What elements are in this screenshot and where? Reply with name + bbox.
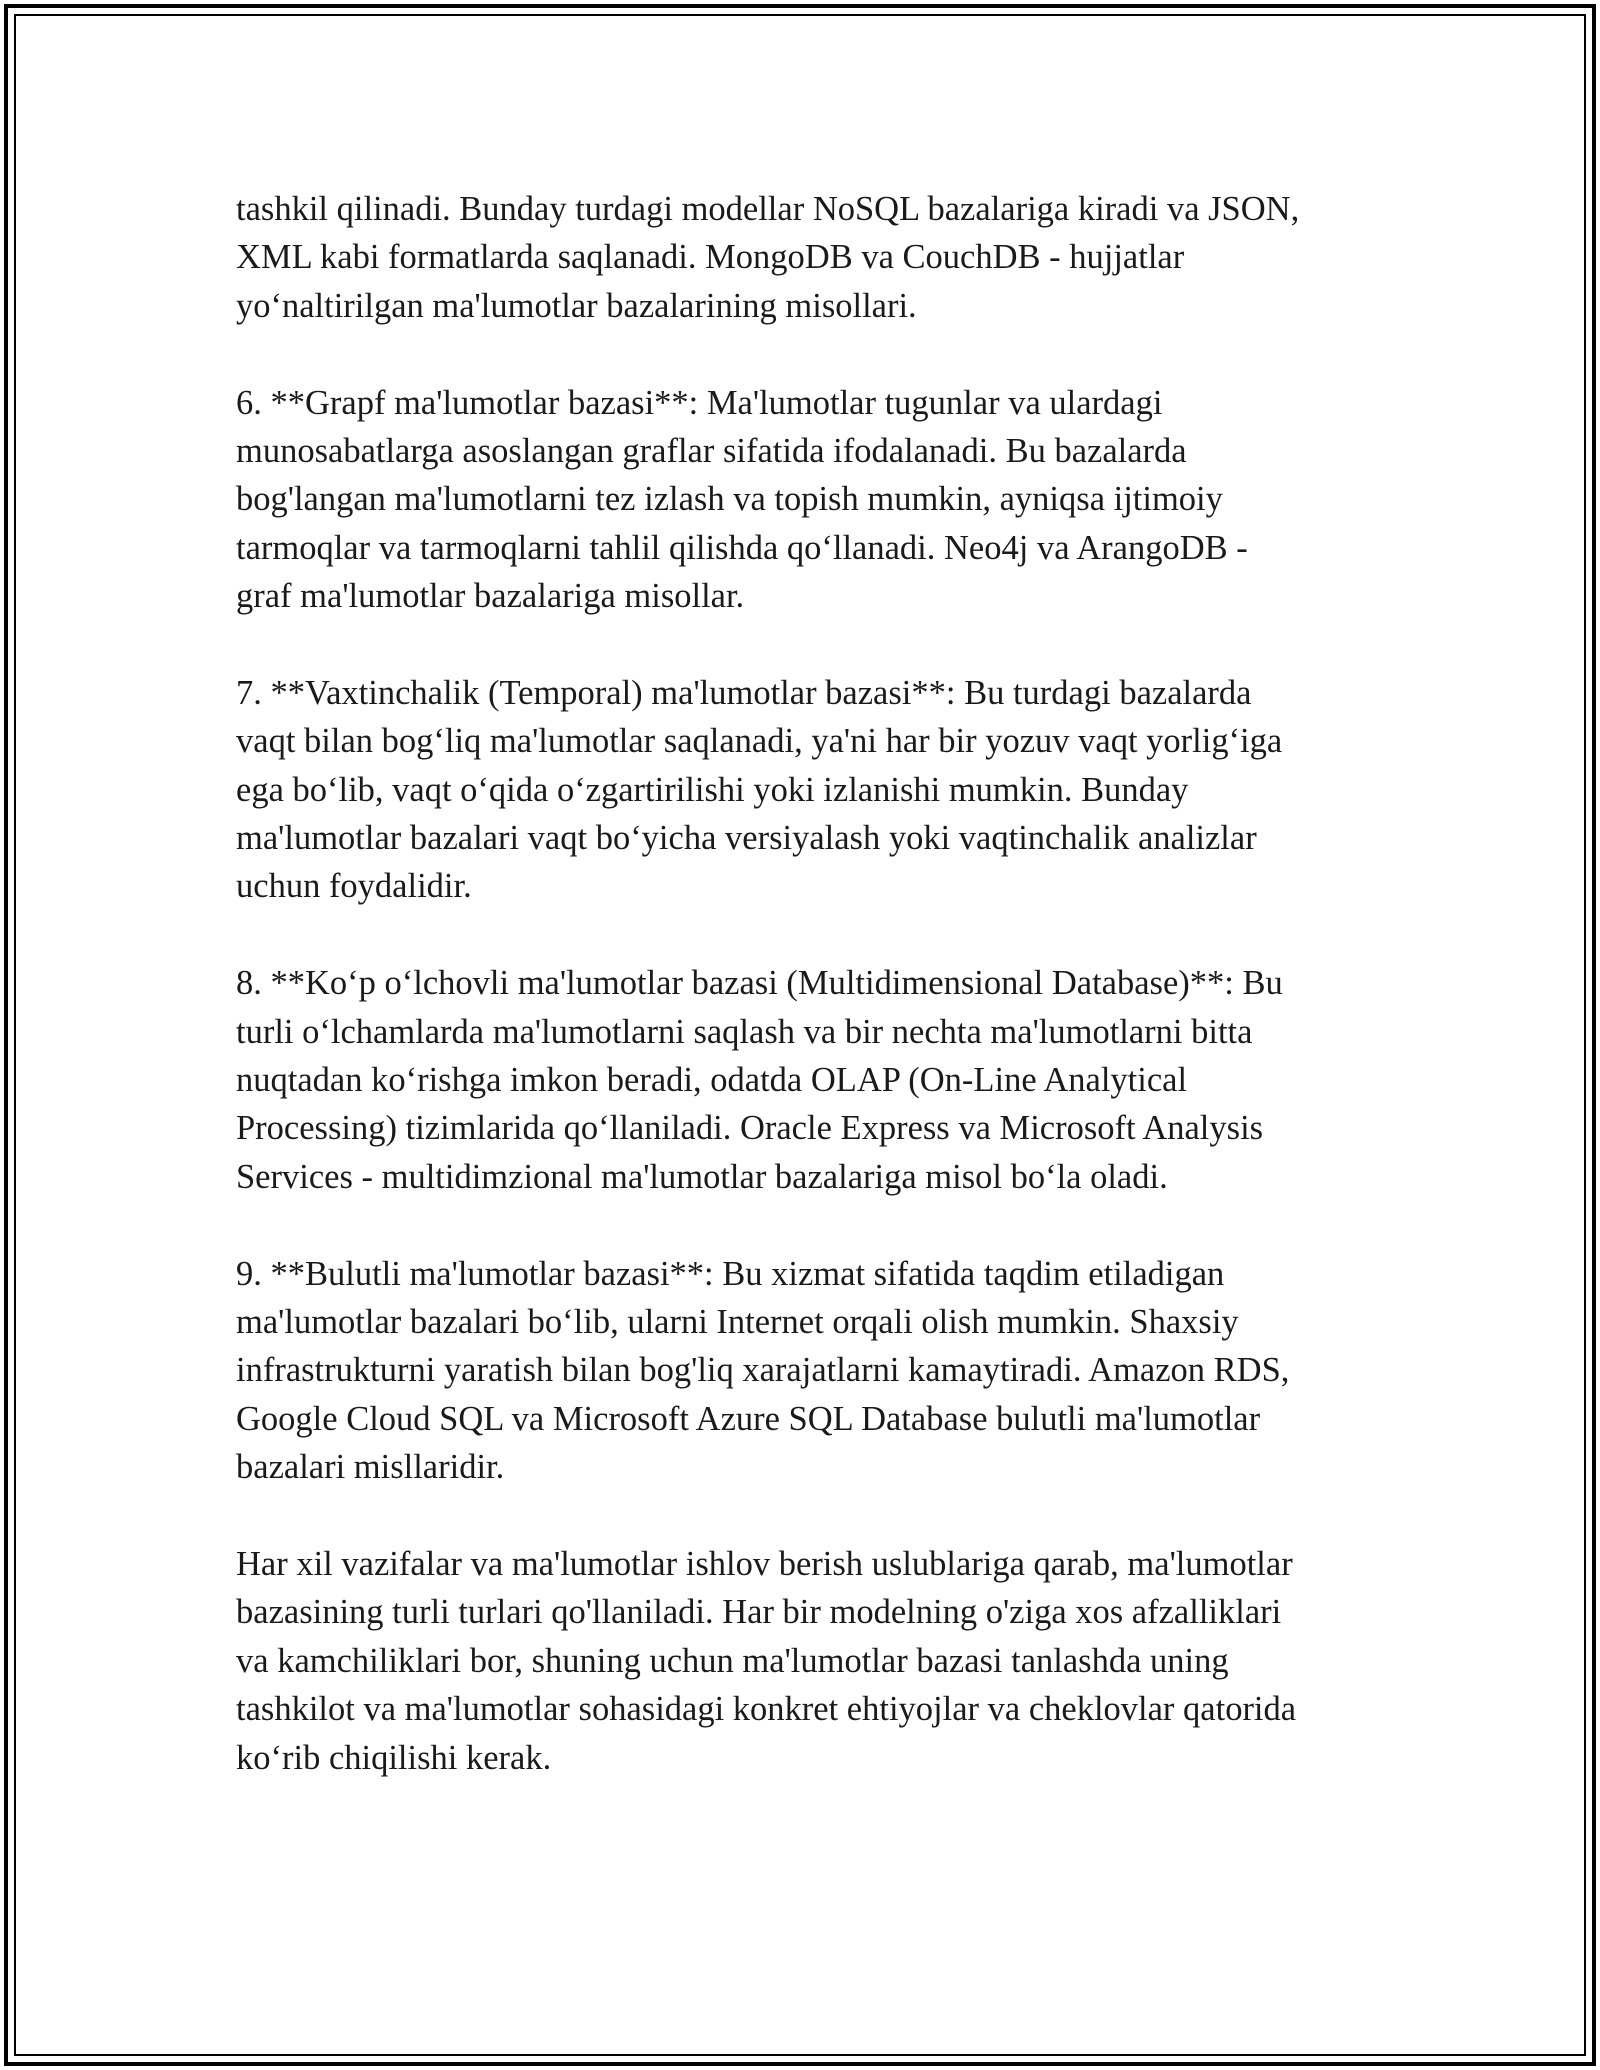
text-line: va kamchiliklari bor, shuning uchun ma'lumotlar bazasi tanlashda uning <box>236 1641 1229 1680</box>
text-line: nuqtadan ko‘rishga imkon beradi, odatda OLAP (On-Line Analytical <box>236 1061 1188 1100</box>
text-line: graf ma'lumotlar bazalariga misollar. <box>236 577 745 616</box>
text-line: 7. **Vaxtinchalik (Temporal) ma'lumotlar bazasi**: Bu turdagi bazalarda <box>236 673 1252 712</box>
text-line: 8. **Ko‘p o‘lchovli ma'lumotlar bazasi (Multidimensional Database)**: Bu <box>236 964 1283 1003</box>
text-line: bazasining turli turlari qo'llaniladi. Har bir modelning o'ziga xos afzalliklari <box>236 1593 1282 1632</box>
text-line: ma'lumotlar bazalari bo‘lib, ularni Internet orqali olish mumkin. Shaxsiy <box>236 1302 1239 1341</box>
text-line: bazalari misllaridir. <box>236 1448 505 1487</box>
text-line: tashkilot va ma'lumotlar sohasidagi konkret ehtiyojlar va cheklovlar qatorida <box>236 1690 1297 1729</box>
paragraph-temporal-database <box>236 669 1376 911</box>
text-line: bog'langan ma'lumotlarni tez izlash va topish mumkin, ayniqsa ijtimoiy <box>236 480 1223 519</box>
text-line: XML kabi formatlarda saqlanadi. MongoDB va CouchDB - hujjatlar <box>236 238 1185 277</box>
text-line: ko‘rib chiqilishi kerak. <box>236 1738 552 1777</box>
paragraph-document-types-continued <box>236 185 1376 330</box>
text-line: tarmoqlar va tarmoqlarni tahlil qilishda qo‘llanadi. Neo4j va ArangoDB - <box>236 528 1248 567</box>
text-line: 9. **Bulutli ma'lumotlar bazasi**: Bu xizmat sifatida taqdim etiladigan <box>236 1254 1225 1293</box>
text-line: Services - multidimzional ma'lumotlar bazalariga misol bo‘la oladi. <box>236 1157 1168 1196</box>
paragraph-graph-database <box>236 379 1376 621</box>
text-line: infrastrukturni yaratish bilan bog'liq xarajatlarni kamaytiradi. Amazon RDS, <box>236 1351 1290 1390</box>
paragraph-conclusion <box>236 1540 1376 1782</box>
text-line: ma'lumotlar bazalari vaqt bo‘yicha versiyalash yoki vaqtinchalik analizlar <box>236 819 1257 858</box>
text-line: Google Cloud SQL va Microsoft Azure SQL Database bulutli ma'lumotlar <box>236 1399 1261 1438</box>
paragraph-cloud-database <box>236 1250 1376 1492</box>
text-line: vaqt bilan bog‘liq ma'lumotlar saqlanadi, ya'ni har bir yozuv vaqt yorlig‘iga <box>236 722 1283 761</box>
text-line: turli o‘lchamlarda ma'lumotlarni saqlash va bir nechta ma'lumotlarni bitta <box>236 1012 1253 1051</box>
text-line: munosabatlarga asoslangan graflar sifatida ifodalanadi. Bu bazalarda <box>236 431 1187 470</box>
document-body <box>236 185 1376 1782</box>
text-line: uchun foydalidir. <box>236 867 472 906</box>
text-line: 6. **Grapf ma'lumotlar bazasi**: Ma'lumotlar tugunlar va ulardagi <box>236 383 1163 422</box>
paragraph-multidimensional-database <box>236 959 1376 1201</box>
text-line: Processing) tizimlarida qo‘llaniladi. Oracle Express va Microsoft Analysis <box>236 1109 1264 1148</box>
text-line: yo‘naltirilgan ma'lumotlar bazalarining misollari. <box>236 286 917 325</box>
text-line: ega bo‘lib, vaqt o‘qida o‘zgartirilishi yoki izlanishi mumkin. Bunday <box>236 770 1189 809</box>
text-line: tashkil qilinadi. Bunday turdagi modellar NoSQL bazalariga kiradi va JSON, <box>236 190 1300 228</box>
text-line: Har xil vazifalar va ma'lumotlar ishlov berish uslublariga qarab, ma'lumotlar <box>236 1544 1293 1583</box>
